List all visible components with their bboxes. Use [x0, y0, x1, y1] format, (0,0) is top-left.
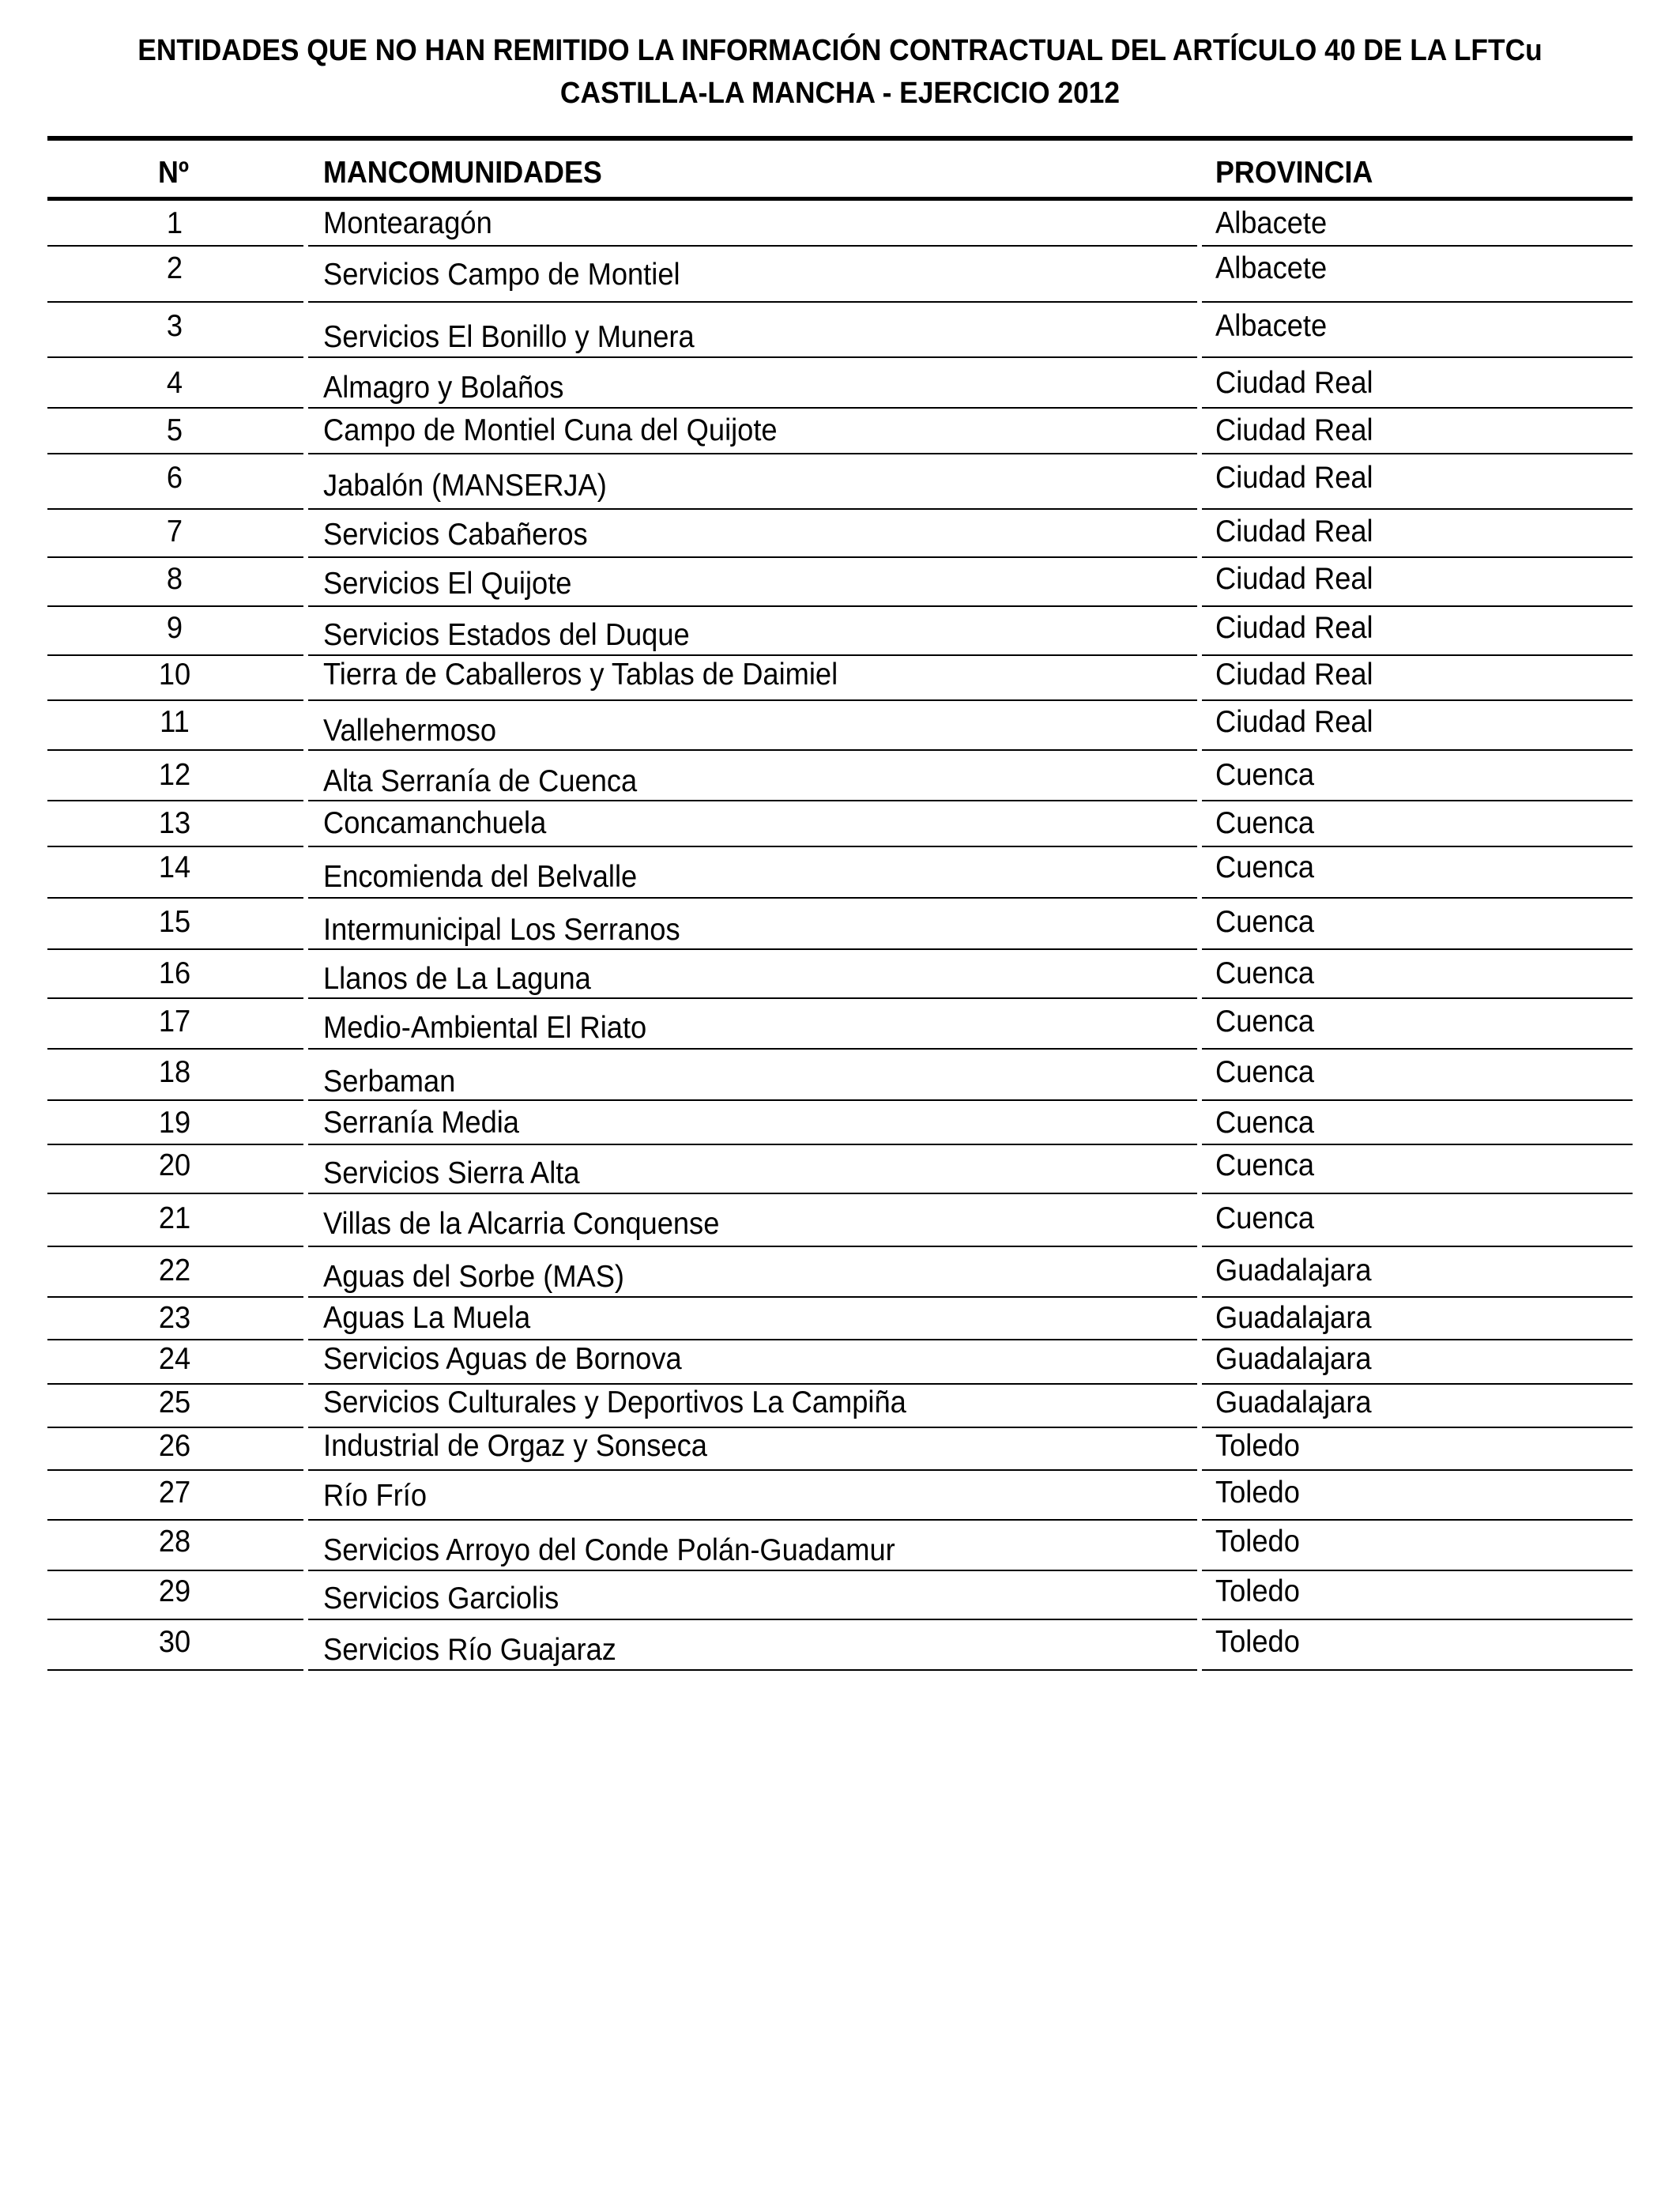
row-provincia: Ciudad Real	[1215, 658, 1373, 692]
document-title: ENTIDADES QUE NO HAN REMITIDO LA INFORMACIÓN CONTRACTUAL DEL ARTÍCULO 40 DE LA LFTCu	[137, 34, 1543, 67]
row-mancomunidad: Servicios El Bonillo y Munera	[323, 320, 695, 354]
row-number: 18	[158, 1055, 191, 1089]
row-number: 5	[166, 413, 183, 447]
row-mancomunidad: Montearagón	[323, 206, 492, 240]
table-row	[47, 558, 1633, 607]
row-number: 16	[158, 956, 191, 990]
row-provincia: Guadalajara	[1215, 1385, 1372, 1419]
row-provincia: Ciudad Real	[1215, 705, 1373, 739]
row-number: 10	[158, 658, 191, 692]
row-provincia: Ciudad Real	[1215, 461, 1373, 495]
row-mancomunidad: Alta Serranía de Cuenca	[323, 764, 638, 798]
row-mancomunidad: Intermunicipal Los Serranos	[323, 913, 680, 947]
row-number: 24	[158, 1342, 191, 1376]
table-row	[47, 1145, 1633, 1194]
row-provincia: Guadalajara	[1215, 1301, 1372, 1335]
row-number: 14	[158, 850, 191, 884]
row-number: 9	[166, 611, 183, 645]
row-mancomunidad: Industrial de Orgaz y Sonseca	[323, 1429, 707, 1463]
row-provincia: Ciudad Real	[1215, 611, 1373, 645]
row-mancomunidad: Servicios Sierra Alta	[323, 1156, 580, 1190]
row-mancomunidad: Almagro y Bolaños	[323, 371, 564, 405]
table-row	[47, 201, 1633, 247]
table-row	[47, 950, 1633, 999]
row-mancomunidad: Servicios Cabañeros	[323, 518, 588, 552]
table-row	[47, 999, 1633, 1050]
row-mancomunidad: Serranía Media	[323, 1106, 519, 1140]
row-provincia: Guadalajara	[1215, 1342, 1372, 1376]
row-number: 2	[166, 251, 183, 285]
table-row	[47, 1340, 1633, 1385]
table-row	[47, 510, 1633, 558]
table-row	[47, 1385, 1633, 1428]
row-number: 4	[166, 366, 183, 400]
table-row	[47, 1050, 1633, 1101]
row-provincia: Albacete	[1215, 251, 1328, 285]
table-row	[47, 1101, 1633, 1145]
header-mancomunidades: MANCOMUNIDADES	[323, 156, 602, 190]
row-number: 29	[158, 1574, 191, 1608]
row-provincia: Cuenca	[1215, 758, 1315, 792]
row-provincia: Cuenca	[1215, 1055, 1315, 1089]
row-mancomunidad: Servicios Río Guajaraz	[323, 1633, 616, 1667]
table-row	[47, 1521, 1633, 1571]
row-number: 30	[158, 1625, 191, 1659]
row-mancomunidad: Llanos de La Laguna	[323, 962, 591, 996]
row-number: 21	[158, 1201, 191, 1235]
row-provincia: Toledo	[1215, 1625, 1300, 1659]
row-provincia: Ciudad Real	[1215, 562, 1373, 596]
row-number: 19	[158, 1106, 191, 1140]
row-provincia: Cuenca	[1215, 850, 1315, 884]
table-row	[47, 701, 1633, 751]
table-row	[47, 1428, 1633, 1471]
row-provincia: Albacete	[1215, 206, 1328, 240]
row-provincia: Cuenca	[1215, 956, 1315, 990]
row-number: 25	[158, 1385, 191, 1419]
table-row	[47, 1247, 1633, 1298]
table-row	[47, 801, 1633, 847]
row-number: 11	[160, 705, 190, 739]
row-provincia: Toledo	[1215, 1476, 1300, 1510]
row-number: 12	[158, 758, 191, 792]
row-provincia: Ciudad Real	[1215, 366, 1373, 400]
row-mancomunidad: Servicios Campo de Montiel	[323, 258, 680, 292]
row-mancomunidad: Aguas La Muela	[323, 1301, 531, 1335]
row-number: 8	[166, 562, 183, 596]
row-number: 17	[158, 1005, 191, 1039]
table-body	[47, 201, 1633, 1671]
row-provincia: Ciudad Real	[1215, 413, 1373, 447]
row-mancomunidad: Medio-Ambiental El Riato	[323, 1011, 647, 1045]
table-row	[47, 607, 1633, 656]
row-number: 22	[158, 1253, 191, 1287]
row-mancomunidad: Aguas del Sorbe (MAS)	[323, 1260, 625, 1294]
row-provincia: Ciudad Real	[1215, 515, 1373, 548]
row-mancomunidad: Serbaman	[323, 1065, 456, 1099]
table-row	[47, 1571, 1633, 1620]
row-provincia: Cuenca	[1215, 1201, 1315, 1235]
entities-table	[47, 136, 1633, 1671]
row-number: 15	[158, 905, 191, 939]
row-mancomunidad: Servicios Garciolis	[323, 1581, 559, 1615]
row-number: 1	[166, 206, 183, 240]
table-row	[47, 847, 1633, 899]
table-row	[47, 303, 1633, 358]
row-provincia: Cuenca	[1215, 905, 1315, 939]
table-row	[47, 1194, 1633, 1247]
row-mancomunidad: Villas de la Alcarria Conquense	[323, 1207, 720, 1241]
row-number: 3	[166, 309, 183, 343]
row-mancomunidad: Servicios Culturales y Deportivos La Campiña	[323, 1385, 906, 1419]
header-number: Nº	[158, 156, 190, 190]
table-row	[47, 454, 1633, 510]
row-number: 27	[158, 1476, 191, 1510]
table-row	[47, 899, 1633, 950]
column-gap	[1197, 1669, 1202, 1671]
row-mancomunidad: Servicios Aguas de Bornova	[323, 1342, 682, 1376]
column-gap	[303, 1669, 308, 1671]
row-mancomunidad: Servicios Arroyo del Conde Polán-Guadamur	[323, 1533, 895, 1567]
row-number: 20	[158, 1148, 191, 1182]
row-mancomunidad: Concamanchuela	[323, 806, 547, 840]
row-provincia: Toledo	[1215, 1429, 1300, 1463]
row-number: 6	[166, 461, 183, 495]
row-mancomunidad: Servicios El Quijote	[323, 567, 572, 601]
row-provincia: Cuenca	[1215, 1106, 1315, 1140]
row-number: 28	[158, 1525, 191, 1559]
row-provincia: Albacete	[1215, 309, 1328, 343]
row-mancomunidad: Vallehermoso	[323, 714, 497, 748]
table-row	[47, 656, 1633, 701]
row-number: 7	[166, 515, 183, 548]
table-row	[47, 358, 1633, 409]
row-mancomunidad: Campo de Montiel Cuna del Quijote	[323, 413, 778, 447]
row-provincia: Guadalajara	[1215, 1253, 1372, 1287]
table-header	[47, 136, 1633, 201]
table-row	[47, 247, 1633, 303]
row-number: 13	[158, 806, 191, 840]
row-number: 23	[158, 1301, 191, 1335]
document-subtitle: CASTILLA-LA MANCHA - EJERCICIO 2012	[559, 77, 1121, 110]
row-mancomunidad: Servicios Estados del Duque	[323, 618, 690, 652]
row-mancomunidad: Encomienda del Belvalle	[323, 860, 638, 894]
row-provincia: Cuenca	[1215, 806, 1315, 840]
table-row	[47, 1298, 1633, 1340]
row-number: 26	[158, 1429, 191, 1463]
header-provincia: PROVINCIA	[1215, 156, 1373, 190]
row-provincia: Toledo	[1215, 1574, 1300, 1608]
row-provincia: Toledo	[1215, 1525, 1300, 1559]
row-provincia: Cuenca	[1215, 1148, 1315, 1182]
row-mancomunidad: Tierra de Caballeros y Tablas de Daimiel	[323, 658, 838, 692]
table-row	[47, 1471, 1633, 1521]
table-row	[47, 751, 1633, 801]
table-row	[47, 409, 1633, 454]
row-mancomunidad: Río Frío	[323, 1479, 428, 1513]
row-mancomunidad: Jabalón (MANSERJA)	[323, 469, 607, 503]
table-row	[47, 1620, 1633, 1671]
row-provincia: Cuenca	[1215, 1005, 1315, 1039]
